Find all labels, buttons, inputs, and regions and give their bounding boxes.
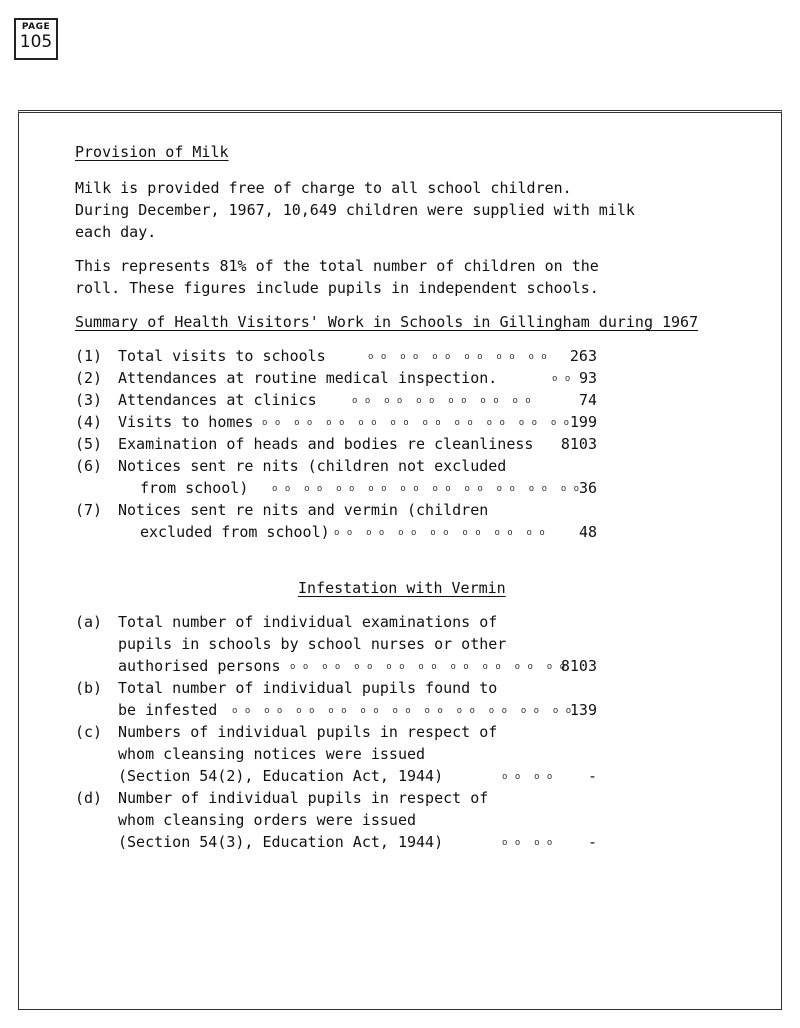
item-number: (c) <box>75 723 103 741</box>
page-label: PAGE <box>21 22 51 32</box>
item-number: (d) <box>75 789 103 807</box>
item-text: Notices sent re nits (children not excluded <box>118 457 507 475</box>
item-value: 263 <box>569 347 597 365</box>
item-value: 74 <box>578 391 597 409</box>
item-text: Total number of individual examinations of <box>118 613 498 631</box>
item-text-continued: be infested <box>118 701 218 719</box>
dot-leader: o o o o o o o o o o o o <box>352 396 532 406</box>
item-text: Notices sent re nits and vermin (children <box>118 501 489 519</box>
milk-para2-line1: This represents 81% of the total number of children on the <box>75 257 599 275</box>
item-text: Examination of heads and bodies re cleanliness <box>118 435 534 453</box>
item-text-continued: excluded from school) <box>140 523 330 541</box>
dot-leader: o o o o o o o o o o o o o o o o o o o o <box>262 418 571 428</box>
item-text-continued: (Section 54(2), Education Act, 1944) <box>118 767 444 785</box>
item-number: (7) <box>75 501 103 519</box>
item-text-continued: (Section 54(3), Education Act, 1944) <box>118 833 444 851</box>
milk-para1-line1: Milk is provided free of charge to all school children. <box>75 179 572 197</box>
dot-leader: o o o o o o o o o o o o o o o o o o o o <box>272 484 581 494</box>
item-number: (3) <box>75 391 103 409</box>
item-value: 8103 <box>560 657 597 675</box>
item-number: (1) <box>75 347 103 365</box>
item-value: - <box>587 767 597 785</box>
item-text: Total visits to schools <box>118 347 326 365</box>
milk-para1-line3: each day. <box>75 223 157 241</box>
dot-leader: o o o o o o o o o o o o <box>368 352 548 362</box>
item-text-continued: whom cleansing orders were issued <box>118 811 417 829</box>
dot-leader: o o o o <box>502 772 554 782</box>
item-text: Visits to homes <box>118 413 254 431</box>
item-text: Attendances at routine medical inspection. <box>118 369 498 387</box>
item-number: (6) <box>75 457 103 475</box>
dot-leader: o o o o o o o o o o o o o o <box>334 528 546 538</box>
dot-leader: o o <box>552 374 572 384</box>
item-number: (4) <box>75 413 103 431</box>
item-value: - <box>587 833 597 851</box>
item-number: (2) <box>75 369 103 387</box>
milk-para1-line2: During December, 1967, 10,649 children were supplied with milk <box>75 201 635 219</box>
item-text-continued: from school) <box>140 479 249 497</box>
item-value: 93 <box>578 369 597 387</box>
item-text-continued: pupils in schools by school nurses or other <box>118 635 507 653</box>
document-frame <box>18 110 782 1010</box>
item-value: 8103 <box>560 435 597 453</box>
dot-leader: o o o o o o o o o o o o o o o o o o <box>290 662 566 672</box>
item-text-continued: whom cleansing notices were issued <box>118 745 426 763</box>
item-value: 199 <box>569 413 597 431</box>
dot-leader: o o o o o o o o o o o o o o o o o o o o o o <box>232 706 573 716</box>
item-value: 36 <box>578 479 597 497</box>
item-text: Numbers of individual pupils in respect of <box>118 723 498 741</box>
item-value: 139 <box>569 701 597 719</box>
item-text: Number of individual pupils in respect of <box>118 789 489 807</box>
item-number: (b) <box>75 679 103 697</box>
item-text: Total number of individual pupils found to <box>118 679 498 697</box>
item-number: (a) <box>75 613 103 631</box>
summary-heading: Summary of Health Visitors' Work in Schools in Gillingham during 1967 <box>75 313 699 331</box>
vermin-heading: Infestation with Vermin <box>298 579 506 597</box>
dot-leader: o o o o <box>502 838 554 848</box>
item-text: Attendances at clinics <box>118 391 317 409</box>
page-number: 105 <box>19 32 53 52</box>
item-text-continued: authorised persons <box>118 657 281 675</box>
milk-para2-line2: roll. These figures include pupils in independent schools. <box>75 279 599 297</box>
milk-heading: Provision of Milk <box>75 143 229 161</box>
item-value: 48 <box>578 523 597 541</box>
page-number-box <box>14 18 58 60</box>
item-number: (5) <box>75 435 103 453</box>
